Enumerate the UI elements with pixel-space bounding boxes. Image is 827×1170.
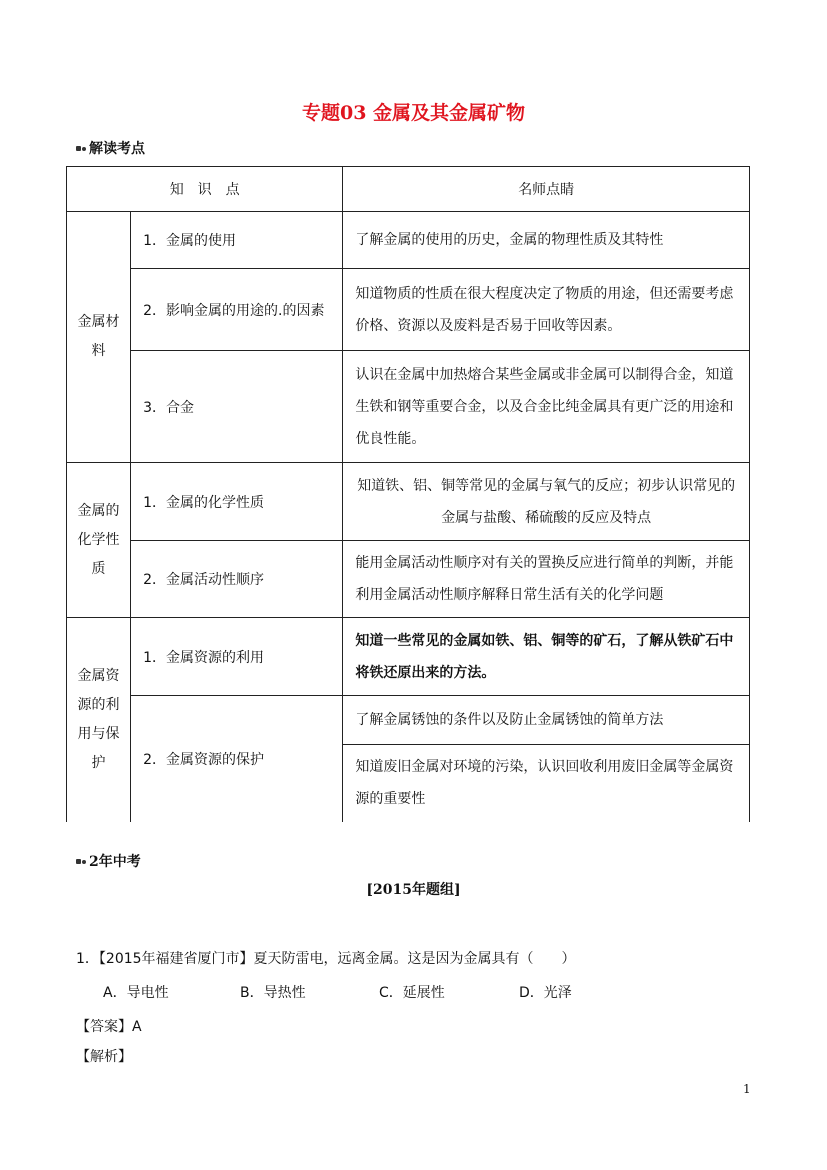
option-a: A．导电性	[103, 985, 169, 1001]
note-cell: 了解金属锈蚀的条件以及防止金属锈蚀的简单方法	[343, 696, 750, 745]
table-row	[67, 696, 750, 745]
table-row	[67, 463, 750, 541]
note-cell: 认识在金属中加热熔合某些金属或非金属可以制得合金，知道生铁和钢等重要合金，以及合金比纯金属具有更广泛的用途和优良性能。	[343, 351, 750, 463]
category-cell: 金属材料	[67, 212, 131, 463]
answer-line: 【答案】A	[76, 1019, 142, 1035]
bullet-icon	[76, 145, 87, 152]
table-row	[67, 351, 750, 463]
table-row	[67, 541, 750, 618]
note-cell: 能用金属活动性顺序对有关的置换反应进行简单的判断，并能利用金属活动性顺序解释日常生活有关的化学问题	[343, 541, 750, 618]
page-number: 1	[743, 1082, 751, 1096]
question-stem: 1．【2015年福建省厦门市】夏天防雷电，远离金属。这是因为金属具有（ ）	[76, 951, 576, 967]
topic-cell: 2．金属资源的保护	[131, 696, 343, 822]
page-title: 专题03 金属及其金属矿物	[301, 102, 526, 124]
note-cell: 知道铁、铝、铜等常见的金属与氧气的反应；初步认识常见的金属与盐酸、稀硫酸的反应及特点	[343, 463, 750, 541]
note-cell: 了解金属的使用的历史，金属的物理性质及其特性	[343, 212, 750, 269]
category-cell: 金属资源的利用与保护	[67, 618, 131, 822]
topic-cell: 2．影响金属的用途的.的因素	[131, 269, 343, 351]
note-cell: 知道一些常见的金属如铁、铝、铜等的矿石，了解从铁矿石中将铁还原出来的方法。	[343, 618, 750, 696]
header-knowledge-point: 知 识 点	[67, 167, 343, 212]
question-group-heading: [2015年题组]	[366, 882, 461, 898]
knowledge-points-table	[66, 166, 750, 822]
table-header-row	[67, 167, 750, 212]
section-heading-interpretation	[76, 138, 145, 158]
bullet-icon	[76, 858, 87, 865]
topic-cell: 1．金属的使用	[131, 212, 343, 269]
section-heading-exams	[76, 851, 141, 871]
topic-cell: 2．金属活动性顺序	[131, 541, 343, 618]
table-row	[67, 269, 750, 351]
header-teacher-tips: 名师点睛	[343, 167, 750, 212]
table-row	[67, 212, 750, 269]
section-heading-label: 2年中考	[89, 854, 141, 870]
topic-cell: 1．金属的化学性质	[131, 463, 343, 541]
note-cell: 知道废旧金属对环境的污染，认识回收利用废旧金属等金属资源的重要性	[343, 745, 750, 822]
option-b: B．导热性	[240, 985, 306, 1001]
section-heading-label: 解读考点	[89, 141, 145, 157]
category-cell: 金属的化学性质	[67, 463, 131, 618]
analysis-line: 【解析】	[76, 1049, 132, 1065]
topic-cell: 3．合金	[131, 351, 343, 463]
topic-cell: 1．金属资源的利用	[131, 618, 343, 696]
table-row	[67, 618, 750, 696]
note-cell: 知道物质的性质在很大程度决定了物质的用途，但还需要考虑价格、资源以及废料是否易于回收等因素。	[343, 269, 750, 351]
option-c: C．延展性	[379, 985, 445, 1001]
option-d: D．光泽	[519, 985, 572, 1001]
